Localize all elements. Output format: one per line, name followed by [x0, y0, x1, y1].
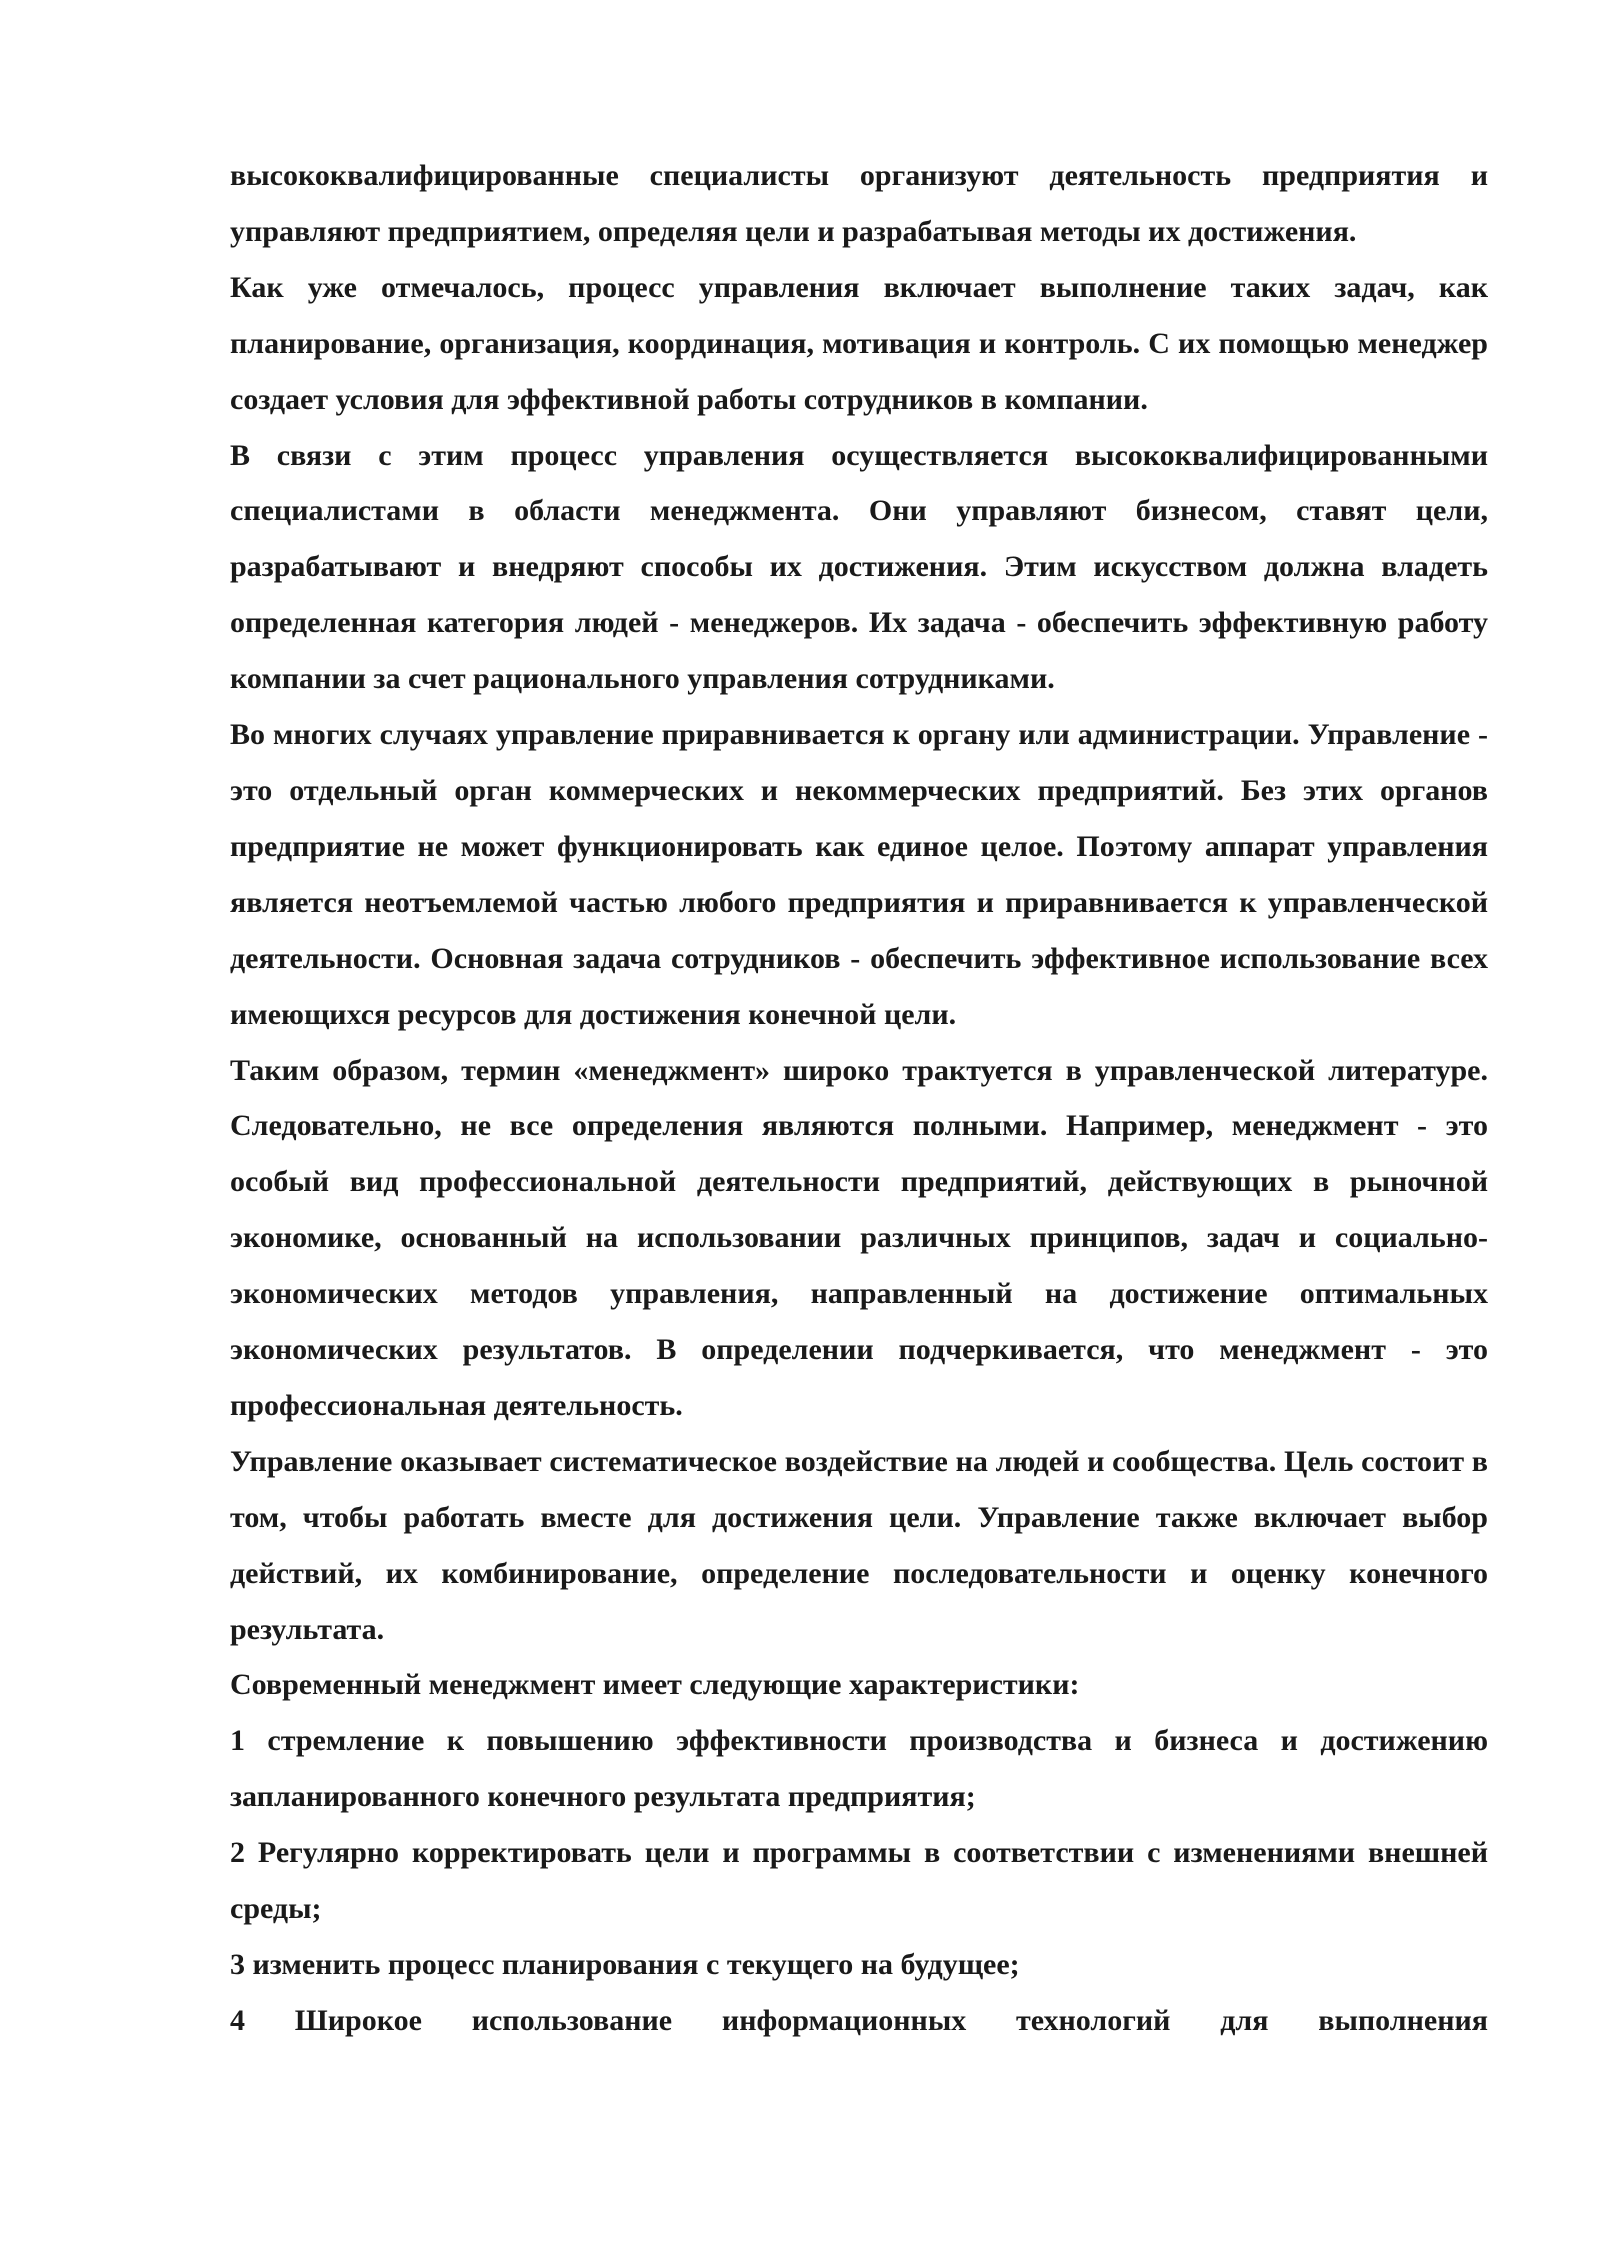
paragraph-5: Таким образом, термин «менеджмент» широко трактуется в управленческой литературе. Следовательно, не все определения являются полными. Например, менеджмент - это особый вид профессиональной деятельности предприятий, действующих в рыночной экономике, основанный на использовании различных принципов, задач и социально-экономических методов управления, направленный на достижение оптимальных экономических результатов. В определении подчеркивается, что менеджмент - это профессиональная деятельность.: [230, 1053, 1488, 1422]
paragraph-2: Как уже отмечалось, процесс управления включает выполнение таких задач, как планирование, организация, координация, мотивация и контроль. С их помощью менеджер создает условия для эффективной работы сотрудников в компании.: [230, 270, 1488, 416]
list-item-3: 3 изменить процесс планирования с текущего на будущее;: [230, 1948, 1020, 1981]
paragraph-1: высококвалифицированные специалисты организуют деятельность предприятия и управляют предприятием, определяя цели и разрабатывая методы их достижения.: [230, 159, 1488, 248]
list-item-2: 2 Регулярно корректировать цели и программы в соответствии с изменениями внешней среды;: [230, 1836, 1488, 1926]
list-item-4: 4 Широкое использование информационных технологий для выполнения: [230, 2003, 1488, 2037]
paragraph-6: Управление оказывает систематическое воздействие на людей и сообщества. Цель состоит в том, чтобы работать вместе для достижения цели. Управление также включает выбор действий, их комбинирование, определение последовательности и оценку конечного результата.: [230, 1444, 1488, 1646]
document-page: [230, 148, 1488, 2248]
paragraph-7: Современный менеджмент имеет следующие характеристики:: [230, 1668, 1080, 1702]
list-item-1: 1 стремление к повышению эффективности производства и бизнеса и достижению запланированного конечного результата предприятия;: [230, 1724, 1488, 1814]
paragraph-4: Во многих случаях управление приравнивается к органу или администрации. Управление - это отдельный орган коммерческих и некоммерческих предприятий. Без этих органов предприятие не может функционировать как единое целое. Поэтому аппарат управления является неотъемлемой частью любого предприятия и приравнивается к управленческой деятельности. Основная задача сотрудников - обеспечить эффективное использование всех имеющихся ресурсов для достижения конечной цели.: [230, 718, 1488, 1031]
paragraph-3: В связи с этим процесс управления осуществляется высококвалифицированными специалистами в области менеджмента. Они управляют бизнесом, ставят цели, разрабатывают и внедряют способы их достижения. Этим искусством должна владеть определенная категория людей - менеджеров. Их задача - обеспечить эффективную работу компании за счет рационального управления сотрудниками.: [230, 438, 1488, 696]
